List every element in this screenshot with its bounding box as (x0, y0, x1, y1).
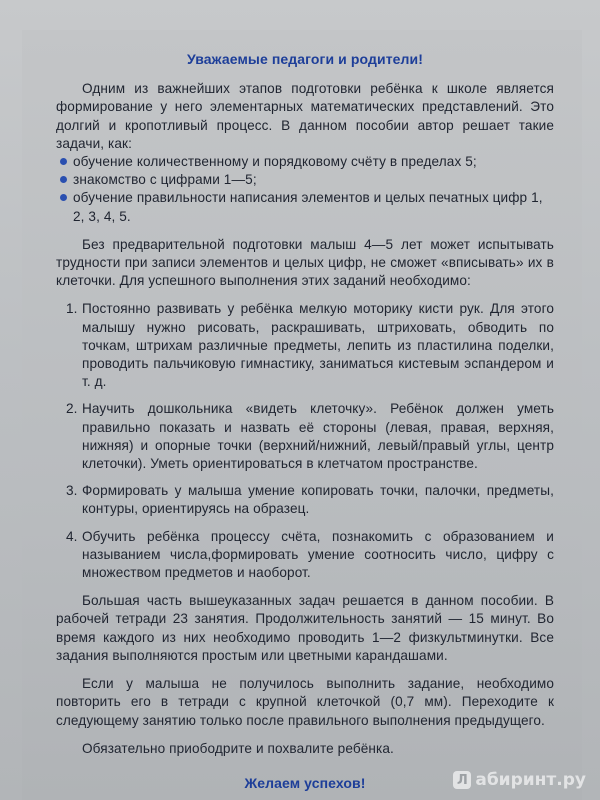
steps-list-item (56, 482, 554, 518)
goals-list-item (60, 189, 554, 225)
step-number: 4. (66, 528, 78, 544)
goals-list-text: обучение правильности написания элементов и целых печатных цифр 1, 2, 3, 4, 5. (73, 190, 543, 224)
bullet-icon (60, 176, 67, 183)
steps-list-item (56, 300, 554, 391)
step-text: Постоянно развивать у ребёнка мелкую моторику кисти рук. Для этого малышу нужно рисовать, раскрашивать, штриховать, обводить по точкам, штрихам различные предметы, лепить из пластилина поделки, проводить пальчиковую гимнастику, заниматься кистевым эспандером и т. д. (82, 301, 554, 390)
watermark-text: абиринт.ру (475, 770, 586, 790)
steps-list-item (56, 528, 554, 583)
workbook-paragraph: Большая часть вышеуказанных задач решается в данном пособии. В рабочей тетради 23 занятия. Продолжительность занятий — 15 минут. Во время каждого из них необходимо проводить 1—2 физкультминутки. Все задания выполняются простым или цветными карандашами. (56, 593, 554, 663)
document-title: Уважаемые педагоги и родители! (186, 51, 423, 67)
step-number: 2. (66, 401, 78, 417)
preparation-paragraph: Без предварительной подготовки малыш 4—5 лет может испытывать трудности при записи элементов и целых цифр, не сможет «вписывать» их в клеточки. Для успешного выполнения этих заданий необходимо: (56, 236, 554, 289)
goals-list-text: обучение количественному и порядковому счёту в пределах 5; (73, 154, 477, 170)
watermark (453, 770, 586, 790)
bullet-icon (60, 158, 67, 165)
goals-list-text: знакомство с цифрами 1—5; (73, 172, 257, 188)
praise-paragraph: Обязательно приободрите и похвалите ребёнка. (82, 740, 394, 756)
bullet-icon (60, 194, 67, 201)
steps-list (56, 300, 554, 582)
step-number: 3. (66, 483, 78, 499)
step-text: Научить дошкольника «видеть клеточку». Ребёнок должен уметь правильно показать и назвать её стороны (левая, правая, верхняя, нижняя) и опорные точки (верхний/нижний, левый/правый углы, центр клеточки). Уметь ориентироваться в клетчатом пространстве. (82, 401, 554, 472)
step-text: Формировать у малыша умение копировать точки, палочки, предметы, контуры, ориентируясь на образец. (82, 483, 554, 517)
goals-list (56, 153, 554, 226)
step-text: Обучить ребёнка процессу счёта, познакомить с образованием и называнием числа,формировать умение соотносить число, цифру с множеством предметов и наоборот. (82, 528, 554, 581)
closing-wish: Желаем успехов! (244, 774, 366, 791)
step-number: 1. (66, 301, 78, 317)
goals-list-item (60, 153, 554, 171)
document-content (56, 50, 554, 792)
labirint-logo-icon: Л (453, 771, 471, 789)
repeat-paragraph: Если у малыша не получилось выполнить задание, необходимо повторить его в тетради с крупной клеточкой (0,7 мм). Переходите к следующему занятию только после правильного выполнения предыдущего. (56, 676, 554, 728)
goals-list-item (60, 171, 554, 189)
steps-list-item (56, 400, 554, 473)
intro-paragraph: Одним из важнейших этапов подготовки ребёнка к школе является формирование у него элементарных математических представлений. Это долгий и кропотливый процесс. В данном пособии автор решает такие задачи, как: (56, 81, 554, 151)
